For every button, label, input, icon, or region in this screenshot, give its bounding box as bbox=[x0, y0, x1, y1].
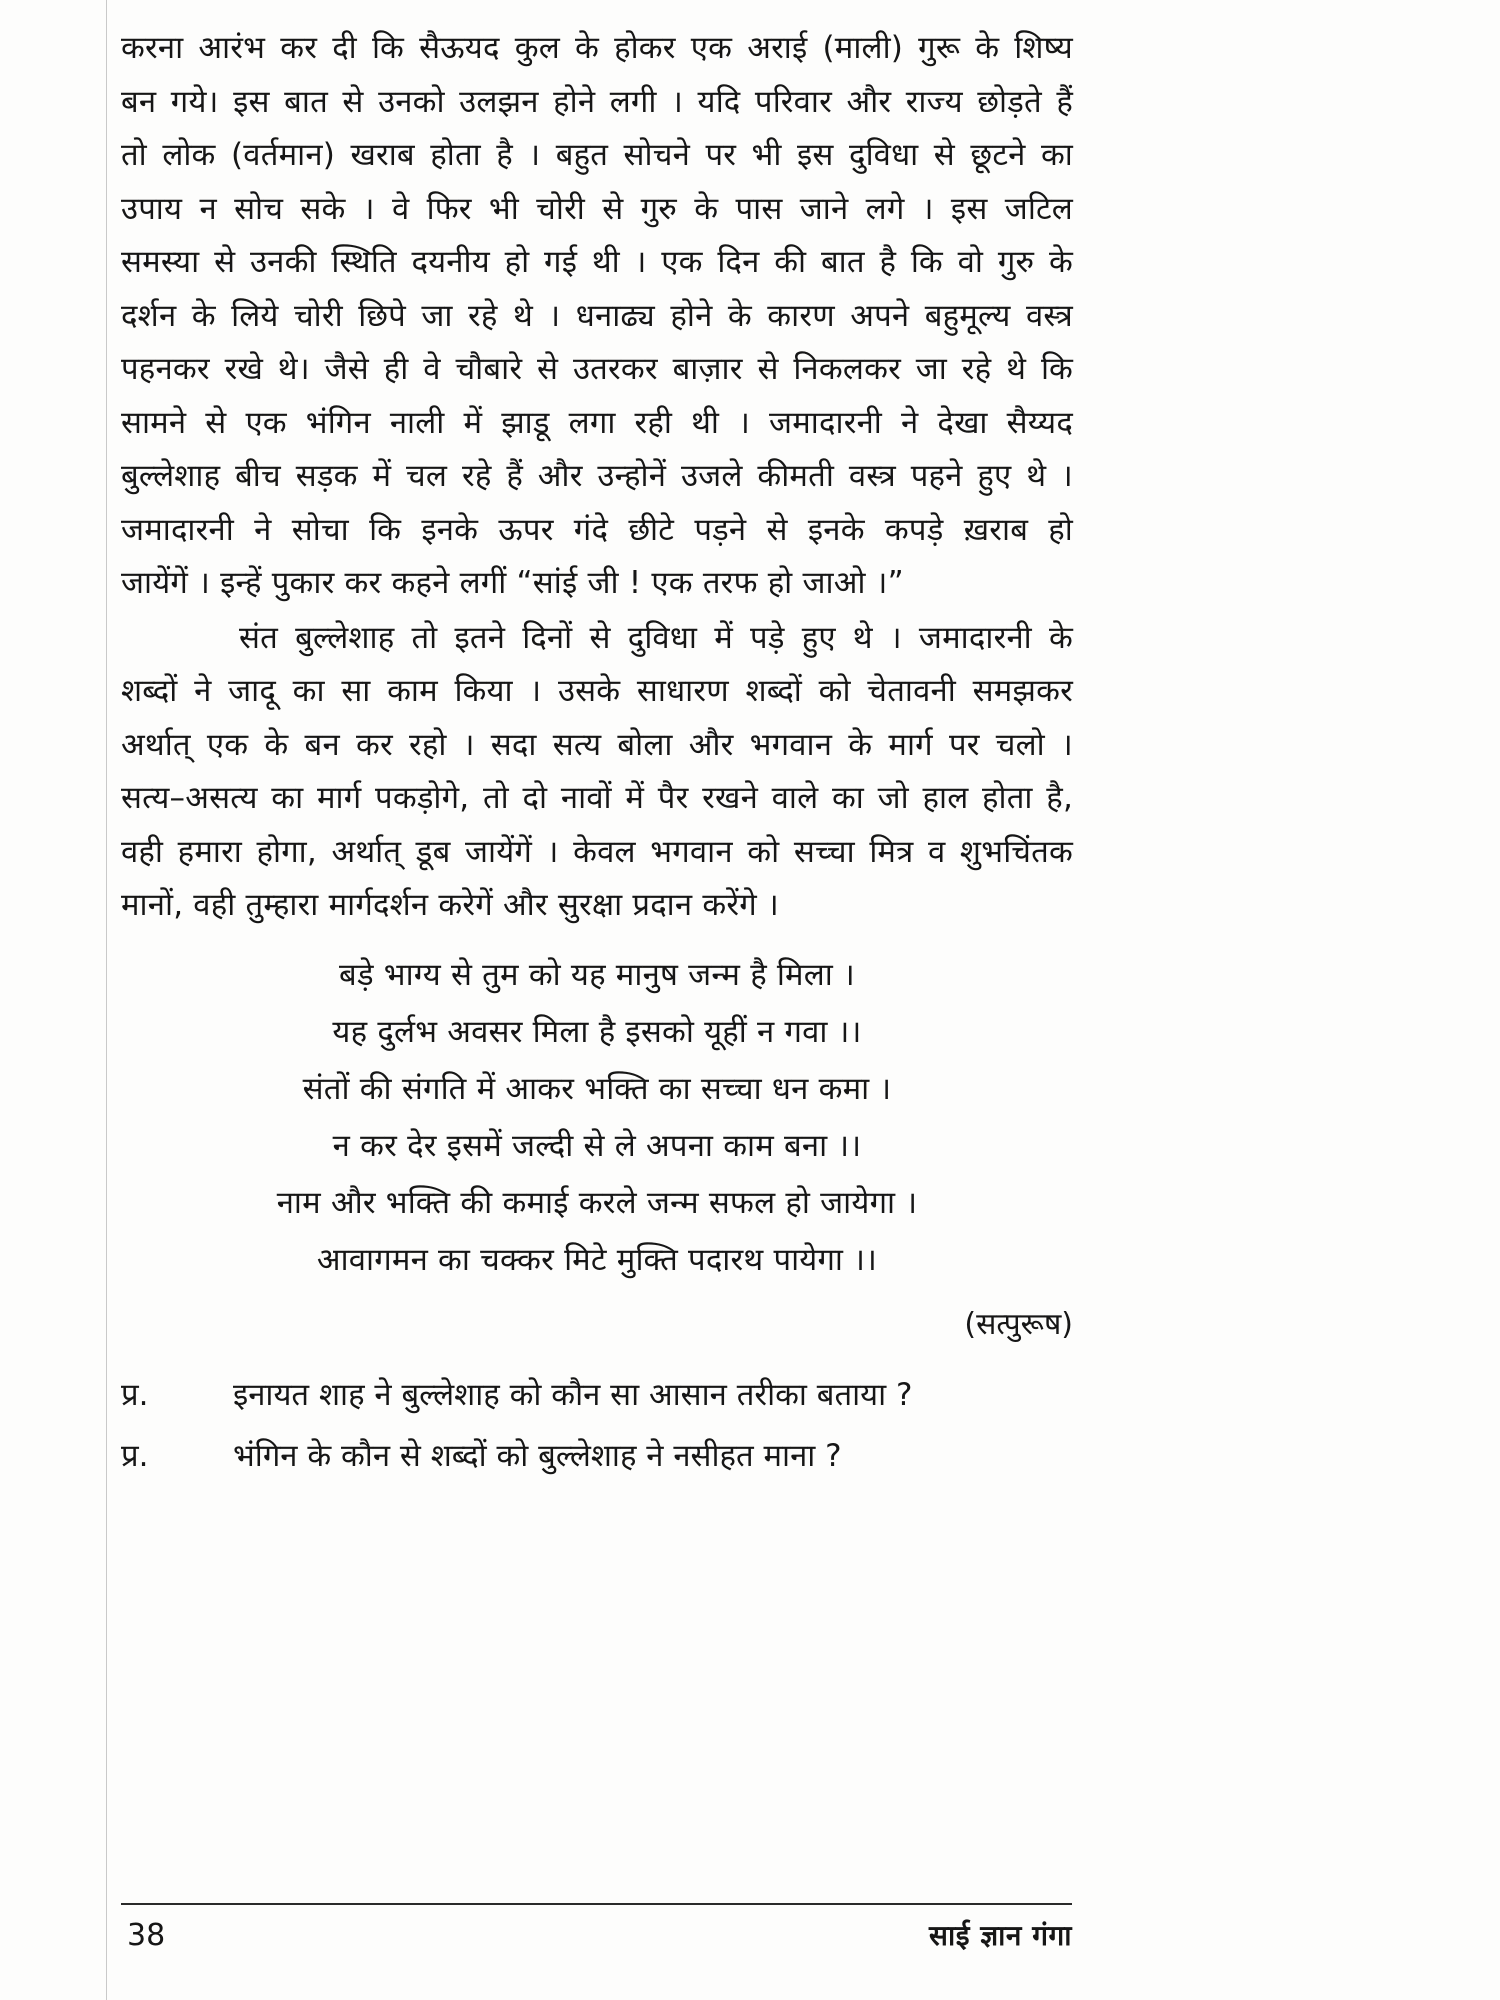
paragraph-2 bbox=[121, 612, 1073, 933]
questions-block bbox=[121, 1365, 1073, 1487]
page-footer bbox=[121, 1916, 1072, 1954]
verse-line: आवागमन का चक्कर मिटे मुक्ति पदारथ पायेगा ।। bbox=[316, 1241, 878, 1278]
verse-line: नाम और भक्ति की कमाई करले जन्म सफल हो जायेगा । bbox=[276, 1184, 918, 1221]
text-line: दर्शन के लिये चोरी छिपे जा रहे थे । धनाढ्य होने के कारण अपने बहुमूल्य वस्त्र bbox=[121, 297, 1073, 334]
text-line: बुल्लेशाह बीच सड़क में चल रहे हैं और उन्होनें उजले कीमती वस्त्र पहने हुए थे । bbox=[121, 458, 1073, 494]
verse-line: यह दुर्लभ अवसर मिला है इसको यूहीं न गवा ।। bbox=[332, 1013, 862, 1050]
question-marker: प्र. bbox=[121, 1376, 149, 1413]
text-line: पहनकर रखे थे। जैसे ही वे चौबारे से उतरकर बाज़ार से निकलकर जा रहे थे कि bbox=[121, 351, 1073, 387]
text-line: उपाय न सोच सके । वे फिर भी चोरी से गुरु के पास जाने लगे । इस जटिल bbox=[121, 190, 1073, 227]
footer-rule bbox=[121, 1903, 1072, 1905]
question-marker: प्र. bbox=[121, 1437, 149, 1474]
question-item bbox=[121, 1426, 1073, 1487]
text-line: वही हमारा होगा, अर्थात् डूब जायेंगें । केवल भगवान को सच्चा मित्र व शुभचिंतक bbox=[121, 833, 1073, 870]
question-text: इनायत शाह ने बुल्लेशाह को कौन सा आसान तरीका बताया ? bbox=[233, 1376, 913, 1413]
text-line: तो लोक (वर्तमान) खराब होता है । बहुत सोचने पर भी इस दुविधा से छूटने का bbox=[121, 137, 1073, 173]
verse-line: संतों की संगति में आकर भक्ति का सच्चा धन कमा । bbox=[302, 1070, 892, 1107]
text-line: बन गये। इस बात से उनको उलझन होने लगी । यदि परिवार और राज्य छोड़ते हैं bbox=[121, 83, 1073, 120]
question-text: भंगिन के कौन से शब्दों को बुल्लेशाह ने नसीहत माना ? bbox=[233, 1437, 842, 1474]
page-number: 38 bbox=[127, 1918, 166, 1953]
text-line: करना आरंभ कर दी कि सैऊयद कुल के होकर एक अराई (माली) गुरू के शिष्य bbox=[121, 30, 1073, 66]
page-content bbox=[121, 22, 1073, 1487]
text-line: समस्या से उनकी स्थिति दयनीय हो गई थी । एक दिन की बात है कि वो गुरु के bbox=[121, 244, 1073, 280]
verse-line: बड़े भाग्य से तुम को यह मानुष जन्म है मिला । bbox=[339, 956, 855, 993]
text-line: शब्दों ने जादू का सा काम किया । उसके साधारण शब्दों को चेतावनी समझकर bbox=[121, 673, 1073, 709]
left-margin-scan-line bbox=[106, 0, 107, 2000]
book-title: साई ज्ञान गंगा bbox=[929, 1919, 1072, 1952]
text-line: जायेंगें । इन्हें पुकार कर कहने लगीं “सांई जी ! एक तरफ हो जाओ ।” bbox=[121, 565, 904, 601]
text-line: सत्य–असत्य का मार्ग पकड़ोगे, तो दो नावों में पैर रखने वाले का जो हाल होता है, bbox=[121, 780, 1073, 816]
text-line: सामने से एक भंगिन नाली में झाडू लगा रही थी । जमादारनी ने देखा सैय्यद bbox=[121, 404, 1073, 441]
verse-attribution: (सत्पुरूष) bbox=[964, 1306, 1073, 1342]
verse-block bbox=[121, 947, 1073, 1289]
text-line: अर्थात् एक के बन कर रहो । सदा सत्य बोला और भगवान के मार्ग पर चलो । bbox=[121, 726, 1073, 763]
question-item bbox=[121, 1365, 1073, 1426]
verse-line: न कर देर इसमें जल्दी से ले अपना काम बना ।। bbox=[332, 1127, 862, 1164]
paragraph-1 bbox=[121, 22, 1073, 611]
text-line: संत बुल्लेशाह तो इतने दिनों से दुविधा में पड़े हुए थे । जमादारनी के bbox=[239, 619, 1073, 656]
text-line: मानों, वही तुम्हारा मार्गदर्शन करेगें और सुरक्षा प्रदान करेंगे । bbox=[121, 887, 779, 923]
text-line: जमादारनी ने सोचा कि इनके ऊपर गंदे छीटे पड़ने से इनके कपड़े ख़राब हो bbox=[121, 511, 1073, 548]
